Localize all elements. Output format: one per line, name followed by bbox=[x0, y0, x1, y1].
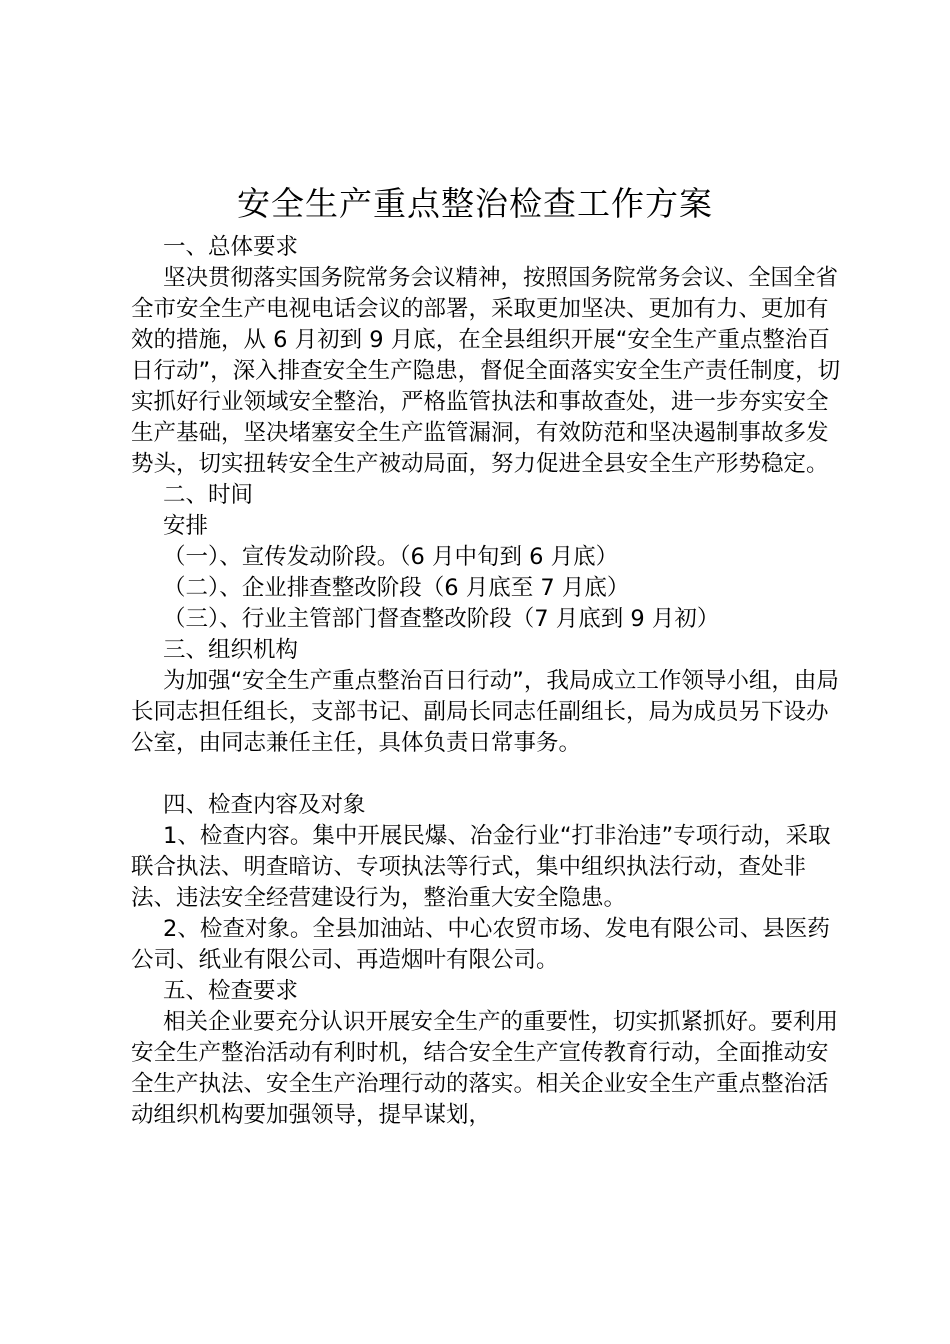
document-title: 安全生产重点整治检查工作方案 bbox=[237, 184, 713, 223]
list-item-phase-3: （三）、行业主管部门督查整改阶段（7 月底到 9 月初） bbox=[163, 606, 720, 632]
section-heading-time: 二、时间 bbox=[163, 482, 254, 508]
paragraph-organization: 为加强“安全生产重点整治百日行动”，我局成立工作领导小组，由局长同志担任组长，支部书记、副局长同志任副组长，局为成员另下设办公室，由同志兼任主任，具体负责日常事务。 bbox=[131, 668, 839, 756]
section-heading-time-arrangement: 安排 bbox=[163, 513, 209, 539]
blank-line bbox=[131, 759, 843, 790]
paragraph-general-requirements: 坚决贯彻落实国务院常务会议精神，按照国务院常务会议、全国全省全市安全生产电视电话会议的部署，采取更加坚决、更加有力、更加有效的措施，从 6 月初到 9 月底，在全县组织开展“安全生产重点整治百日行动”，深入排查安全生产隐患，督促全面落实安全生产责任制度，切实抓好行业领域安全整治，严格监管执法和事故查处，进一步夯实安全生产基础，坚决堵塞安全生产监管漏洞，有效防范和坚决遏制事故多发势头，切实扭转安全生产被动局面，努力促进全县安全生产形势稳定。 bbox=[131, 265, 841, 477]
paragraph-inspection-content: 1、检查内容。集中开展民爆、冶金行业“打非治违”专项行动，采取联合执法、明查暗访、专项执法等行式，集中组织执法行动，查处非法、违法安全经营建设行为，整治重大安全隐患。 bbox=[131, 823, 831, 911]
section-heading-inspection-requirements: 五、检查要求 bbox=[163, 978, 299, 1004]
paragraph-inspection-targets: 2、检查对象。全县加油站、中心农贸市场、发电有限公司、县医药公司、纸业有限公司、再造烟叶有限公司。 bbox=[131, 916, 830, 973]
list-item-phase-1: （一）、宣传发动阶段。（6 月中旬到 6 月底） bbox=[163, 544, 619, 570]
section-heading-general-requirements: 一、总体要求 bbox=[163, 234, 299, 260]
list-item-phase-2: （二）、企业排查整改阶段（6 月底至 7 月底） bbox=[163, 575, 630, 601]
section-heading-organization: 三、组织机构 bbox=[163, 637, 299, 663]
section-heading-inspection-content: 四、检查内容及对象 bbox=[163, 792, 366, 818]
paragraph-inspection-requirements: 相关企业要充分认识开展安全生产的重要性，切实抓紧抓好。要利用安全生产整治活动有利时机，结合安全生产宣传教育行动，全面推动安全生产执法、安全生产治理行动的落实。相关企业安全生产重点整治活动组织机构要加强领导，提早谋划， bbox=[131, 1009, 839, 1128]
document-body bbox=[131, 232, 843, 1131]
